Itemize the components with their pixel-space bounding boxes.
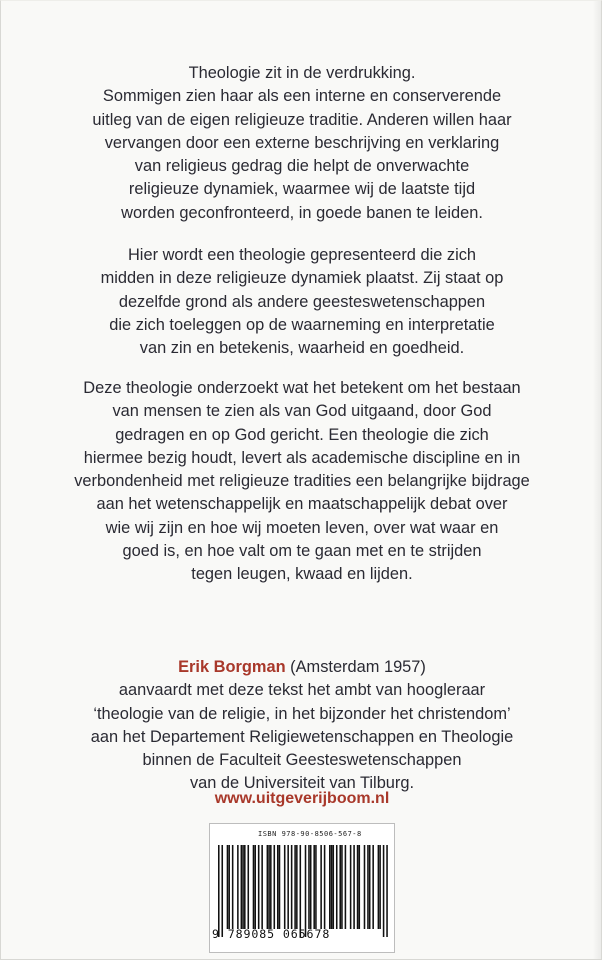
barcode-bar bbox=[364, 845, 366, 929]
barcode-bar bbox=[258, 845, 260, 929]
barcode-bar bbox=[305, 845, 307, 937]
text-line: van mensen te zien als van God uitgaand, door God bbox=[112, 402, 492, 421]
barcode-bar bbox=[221, 845, 223, 937]
text-line: Theologie zit in de verdrukking. bbox=[188, 64, 416, 82]
barcode-bar bbox=[341, 845, 343, 929]
barcode-bar bbox=[315, 845, 317, 929]
barcode-bar bbox=[320, 845, 322, 929]
barcode-bar bbox=[277, 845, 279, 929]
author-name: Erik Borgman bbox=[178, 658, 286, 676]
barcode-bar bbox=[378, 845, 380, 929]
barcode-bar bbox=[261, 845, 263, 929]
text-line: midden in deze religieuze dynamiek plaatst. Zij staat op bbox=[100, 269, 504, 288]
text-line: vervangen door een externe beschrijving en verklaring bbox=[104, 133, 500, 152]
barcode-bar bbox=[357, 845, 359, 929]
barcode-bar bbox=[359, 845, 361, 929]
text-line: van religieus gedrag die helpt de onverwachte bbox=[134, 157, 470, 176]
barcode-bar bbox=[270, 845, 272, 929]
text-line: van zin en betekenis, waarheid en goedheid. bbox=[139, 339, 465, 358]
text-line: uitleg van de eigen religieuze traditie. Anderen willen haar bbox=[92, 110, 512, 129]
barcode-bar bbox=[237, 845, 239, 929]
barcode-bar bbox=[339, 845, 341, 929]
text-line: aan het wetenschappelijk en maatschappelijk debat over bbox=[96, 495, 508, 514]
barcode-bar bbox=[284, 845, 286, 929]
text-line: Sommigen zien haar als een interne en conserverende bbox=[102, 87, 502, 106]
barcode-bars bbox=[218, 845, 388, 937]
text-line: Hier wordt een theologie gepresenteerd die zich bbox=[127, 246, 477, 264]
text-line: goed is, en hoe valt om te gaan met en te strijden bbox=[122, 542, 482, 561]
barcode-bar bbox=[345, 845, 347, 929]
text-line: die zich toeleggen op de waarneming en interpretatie bbox=[109, 315, 495, 334]
barcode-bar bbox=[227, 845, 229, 929]
barcode-bar bbox=[386, 845, 388, 937]
barcode-bar bbox=[274, 845, 276, 929]
isbn-barcode bbox=[209, 823, 395, 953]
barcode-bar bbox=[279, 845, 281, 929]
barcode-bar bbox=[369, 845, 371, 929]
barcode-bar bbox=[350, 845, 352, 929]
text-line: van de Universiteit van Tilburg. bbox=[189, 774, 415, 793]
barcode-digits: 9 789085 065678 bbox=[212, 927, 331, 941]
text-line: tegen leugen, kwaad en lijden. bbox=[191, 565, 413, 584]
barcode-bar bbox=[332, 845, 334, 929]
barcode-bar bbox=[300, 845, 302, 937]
text-line: gedragen en op God gericht. Een theologie die zich bbox=[115, 425, 489, 444]
blurb-paragraph-2 bbox=[51, 244, 553, 360]
blurb-paragraph-3 bbox=[51, 377, 553, 587]
barcode-bar bbox=[232, 845, 234, 929]
barcode-bar bbox=[313, 845, 315, 929]
barcode-bar bbox=[247, 845, 249, 929]
text-line: dezelfde grond als andere geesteswetenschappen bbox=[118, 292, 486, 311]
text-line: Deze theologie onderzoekt wat het betekent om het bestaan bbox=[83, 379, 521, 397]
barcode-bar bbox=[242, 845, 244, 929]
barcode-bar bbox=[294, 845, 296, 929]
barcode-bar bbox=[241, 845, 243, 929]
barcode-bar bbox=[383, 845, 385, 937]
publisher-website: www.uitgeverijboom.nl bbox=[214, 790, 390, 807]
barcode-bar bbox=[287, 845, 289, 929]
author-birth-note: (Amsterdam 1957) bbox=[285, 658, 426, 676]
barcode-bar bbox=[379, 845, 381, 929]
text-line: wie wij zijn en hoe wij moeten leven, over wat waar en bbox=[105, 518, 499, 537]
text-line: ‘theologie van de religie, in het bijzonder het christendom’ bbox=[93, 704, 511, 723]
barcode-bar bbox=[329, 845, 331, 929]
text-line: aanvaardt met deze tekst het ambt van hoogleraar bbox=[118, 681, 486, 700]
barcode-bar bbox=[291, 845, 293, 929]
barcode-bar bbox=[268, 845, 270, 929]
barcode-bar bbox=[228, 845, 230, 929]
text-line: hiermee bezig houdt, levert als academische discipline en in bbox=[83, 448, 521, 467]
blurb-paragraph-1 bbox=[51, 62, 553, 225]
barcode-bar bbox=[244, 845, 246, 929]
barcode-bar bbox=[254, 845, 256, 929]
author-bio bbox=[51, 656, 553, 796]
text-line: binnen de Faculteit Geesteswetenschappen bbox=[142, 751, 462, 770]
text-line: religieuze dynamiek, waarmee wij de laatste tijd bbox=[128, 180, 476, 199]
barcode-bar bbox=[296, 845, 298, 929]
barcode-bar bbox=[310, 845, 312, 929]
barcode-bar bbox=[372, 845, 374, 929]
text-line: verbondenheid met religieuze tradities een belangrijke bijdrage bbox=[74, 472, 530, 491]
isbn-text: ISBN 978-90-8506-567-8 bbox=[258, 830, 362, 838]
barcode-bar bbox=[218, 845, 220, 937]
barcode-bar bbox=[308, 845, 310, 929]
text-line: worden geconfronteerd, in goede banen te leiden. bbox=[121, 203, 483, 222]
barcode-bar bbox=[324, 845, 326, 929]
author-line bbox=[51, 656, 553, 679]
text-line: aan het Departement Religiewetenschappen en Theologie bbox=[90, 727, 514, 746]
barcode-bar bbox=[353, 845, 355, 929]
barcode-bar bbox=[267, 845, 269, 929]
barcode-bar bbox=[367, 845, 369, 929]
barcode-bar bbox=[331, 845, 333, 929]
barcode-bar bbox=[253, 845, 255, 929]
barcode-bar bbox=[336, 845, 338, 929]
